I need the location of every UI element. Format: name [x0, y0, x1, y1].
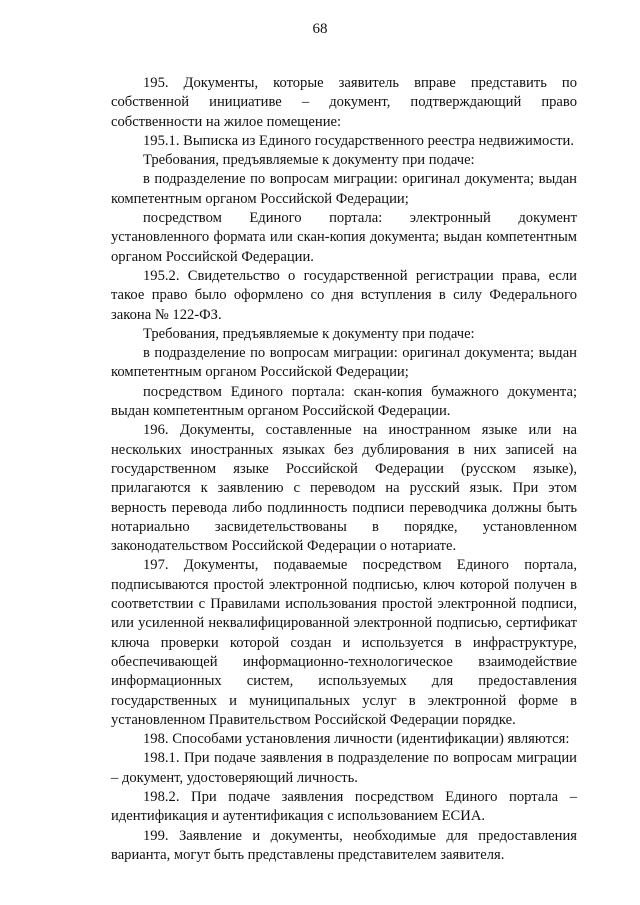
- requirement-migration-office: в подразделение по вопросам миграции: оригинал документа; выдан компетентным органом Российской Федерации;: [111, 345, 577, 381]
- paragraph-197: 197. Документы, подаваемые посредством Единого портала, подписываются простой электронной подписью, ключ которой получен в соответствии с Правилами использования простой электронной подписи, или усиленной неквалифицированной электронной подписью, сертификат ключа проверки которой создан и используется в инфраструктуре, обеспечивающей информационно-технологическое взаимодействие информационных систем, используемых для предоставления государственных и муниципальных услуг в электронной форме в установленном Правительством Российской Федерации порядке.: [111, 557, 577, 728]
- paragraph-195: 195. Документы, которые заявитель вправе представить по собственной инициативе – документ, подтверждающий право собственности на жилое помещение:: [111, 75, 577, 130]
- paragraph-199: 199. Заявление и документы, необходимые для предоставления варианта, могут быть представлены представителем заявителя.: [111, 827, 577, 863]
- paragraph-195-2: 195.2. Свидетельство о государственной регистрации права, если такое право было оформлено со дня вступления в силу Федерального закона № 122-ФЗ.: [111, 267, 577, 323]
- paragraph-195-1: 195.1. Выписка из Единого государственного реестра недвижимости.: [143, 132, 574, 149]
- paragraph-196: 196. Документы, составленные на иностранном языке или на нескольких иностранных языках без дублирования в них записей на государственном языке Российской Федерации (русском языке), прилагаются к заявлению с переводом на русский язык. При этом верность перевода либо подлинность подписи переводчика должны быть нотариально засвидетельствованы в порядке, установленном законодательством Российской Федерации о нотариате.: [111, 422, 577, 555]
- requirements-heading: Требования, предъявляемые к документу при подаче:: [143, 325, 475, 342]
- paragraph-198-1: 198.1. При подаче заявления в подразделение по вопросам миграции – документ, удостоверяющий личность.: [111, 750, 577, 786]
- requirement-portal: посредством Единого портала: скан-копия бумажного документа; выдан компетентным органом Российской Федерации.: [111, 383, 577, 420]
- requirement-migration-office: в подразделение по вопросам миграции: оригинал документа; выдан компетентным органом Российской Федерации;: [111, 171, 577, 207]
- paragraph-198-2: 198.2. При подаче заявления посредством Единого портала – идентификация и аутентификация с использованием ЕСИА.: [111, 788, 577, 825]
- paragraph-198: 198. Способами установления личности (идентификации) являются:: [143, 731, 570, 748]
- requirement-portal: посредством Единого портала: электронный документ установленного формата или скан-копия документа; выдан компетентным органом Российской Федерации.: [111, 210, 577, 265]
- requirements-heading: Требования, предъявляемые к документу при подаче:: [143, 152, 475, 169]
- document-body: [111, 74, 577, 865]
- page-number: 68: [312, 21, 328, 37]
